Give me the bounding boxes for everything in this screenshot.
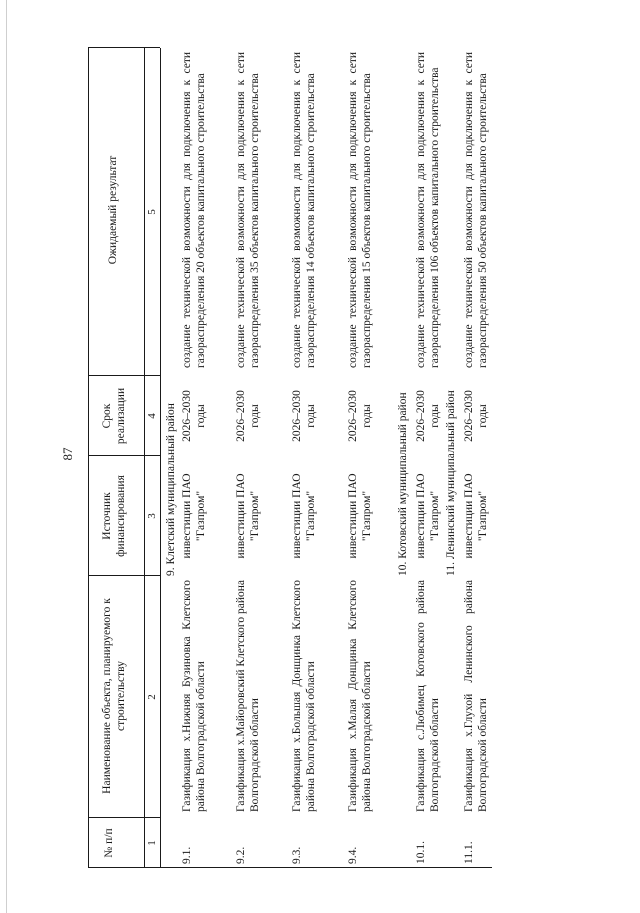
row-source: инвестиции ПАО "Газпром" bbox=[181, 473, 208, 559]
col-divider-3 bbox=[88, 455, 160, 456]
col-divider-4 bbox=[88, 375, 160, 376]
colnum-3: 3 bbox=[146, 513, 158, 519]
row-result: создание технической возможности для подключения к сети газораспределения 106 объектов капитального строительства bbox=[415, 52, 442, 368]
row-name: Газификация х.Глухой Ленинского района Волгоградской области bbox=[463, 580, 490, 812]
colnum-1: 1 bbox=[146, 840, 158, 846]
colnum-2: 2 bbox=[146, 694, 158, 700]
row-result: создание технической возможности для подключения к сети газораспределения 35 объектов капитального строительства bbox=[235, 52, 262, 368]
col-divider-2 bbox=[88, 575, 160, 576]
header-num: № п/п bbox=[103, 828, 115, 858]
row-term: 2026–2030 годы bbox=[463, 390, 490, 442]
col-divider-1 bbox=[88, 817, 160, 818]
table-left-border bbox=[88, 867, 492, 868]
row-num: 10.1. bbox=[415, 841, 427, 864]
document-table bbox=[88, 48, 492, 868]
row-source: инвестиции ПАО "Газпром" bbox=[463, 473, 490, 559]
row-num: 11.1. bbox=[463, 841, 475, 864]
row-name: Газификация с.Любимец Котовского района Волгоградской области bbox=[415, 580, 442, 812]
colnum-bottom-border bbox=[160, 48, 161, 868]
row-term: 2026–2030 годы bbox=[181, 390, 208, 442]
row-result: создание технической возможности для подключения к сети газораспределения 14 объектов капитального строительства bbox=[291, 52, 318, 368]
row-term: 2026–2030 годы bbox=[291, 390, 318, 442]
row-num: 9.4. bbox=[347, 846, 359, 864]
section-title: 9. Клетский муниципальный район bbox=[165, 403, 177, 576]
table-right-border bbox=[88, 47, 160, 48]
row-result: создание технической возможности для подключения к сети газораспределения 20 объектов капитального строительства bbox=[181, 52, 208, 368]
row-name: Газификация х.Нижняя Бузиновка Клетского района Волгоградской области bbox=[181, 580, 208, 812]
row-name: Газификация х.Большая Донщинка Клетского района Волгоградской области bbox=[291, 580, 318, 812]
header-term: Срок реализации bbox=[101, 387, 128, 445]
row-num: 9.1. bbox=[181, 846, 193, 864]
row-result: создание технической возможности для подключения к сети газораспределения 15 объектов капитального строительства bbox=[347, 52, 374, 368]
row-source: инвестиции ПАО "Газпром" bbox=[347, 473, 374, 559]
row-num: 9.2. bbox=[235, 846, 247, 864]
header-source: Источник финансирования bbox=[101, 475, 128, 557]
colnum-4: 4 bbox=[146, 413, 158, 419]
section-title: 10. Котовский муниципальный район bbox=[397, 392, 409, 576]
row-result: создание технической возможности для подключения к сети газораспределения 50 объектов капитального строительства bbox=[463, 52, 490, 368]
row-name: Газификация х.Майоровский Клетского района Волгоградской области bbox=[235, 580, 262, 812]
page-edge-line bbox=[6, 0, 7, 913]
row-term: 2026–2030 годы bbox=[235, 390, 262, 442]
section-title: 11. Ленинский муниципальный район bbox=[445, 390, 457, 576]
row-source: инвестиции ПАО "Газпром" bbox=[415, 473, 442, 559]
row-num: 9.3. bbox=[291, 846, 303, 864]
header-result: Ожидаемый результат bbox=[107, 155, 119, 265]
page-number: 87 bbox=[60, 447, 75, 461]
header-bottom-border bbox=[144, 48, 145, 868]
row-term: 2026–2030 годы bbox=[415, 390, 442, 442]
colnum-5: 5 bbox=[146, 209, 158, 215]
row-term: 2026–2030 годы bbox=[347, 390, 374, 442]
header-name: Наименование объекта, планируемого к строительству bbox=[101, 598, 128, 794]
row-source: инвестиции ПАО "Газпром" bbox=[291, 473, 318, 559]
row-source: инвестиции ПАО "Газпром" bbox=[235, 473, 262, 559]
row-name: Газификация х.Малая Донщинка Клетского района Волгоградской области bbox=[347, 580, 374, 812]
table-top-border bbox=[88, 48, 89, 868]
